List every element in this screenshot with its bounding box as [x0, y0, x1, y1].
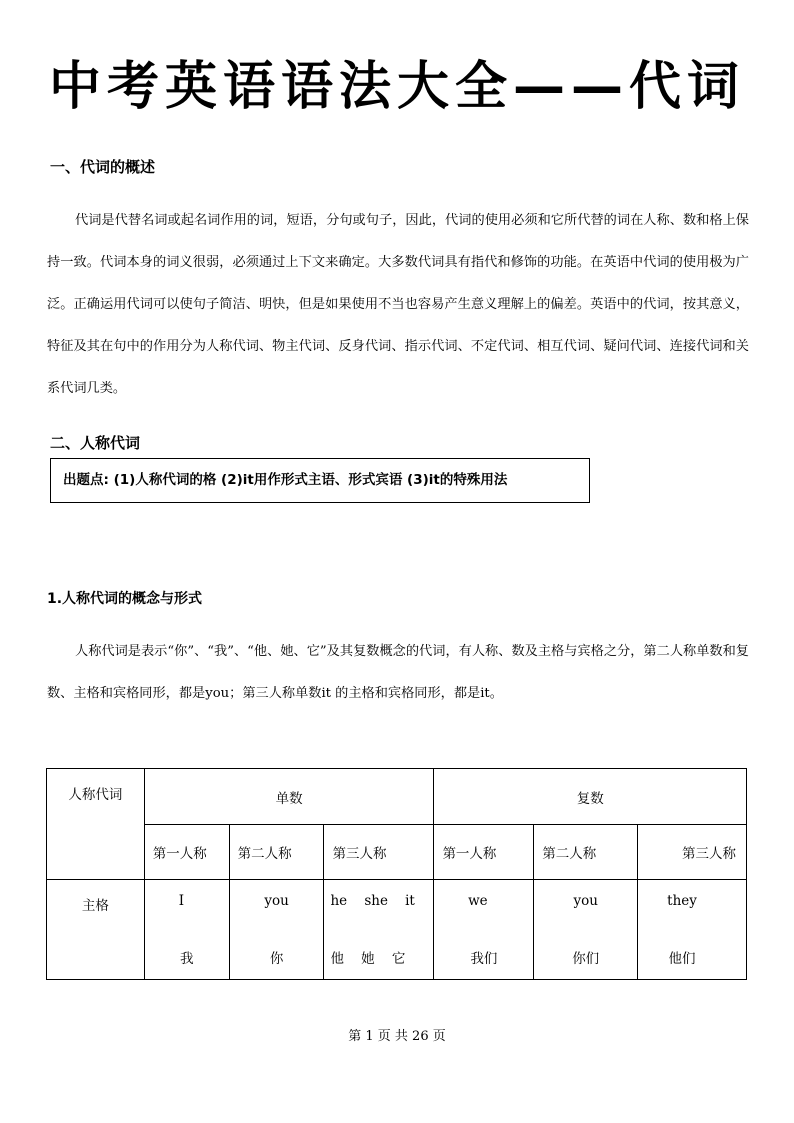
subsection-paragraph: 人称代词是表示“你”、“我”、“他、她、它”及其复数概念的代词，有人称、数及主格与宾格之分，第二人称单数和复数、主格和宾格同形，都是you；第三人称单数it 的主格和宾格同形，都是it。: [47, 644, 749, 701]
page-footer: 第 1 页 共 26 页: [348, 1029, 446, 1044]
table-person-header: 第二人称: [534, 825, 638, 880]
overview-paragraph: 代词是代替名词或起名词作用的词，短语，分句或句子，因此，代词的使用必须和它所代替的词在人称、数和格上保持一致。代词本身的词义很弱，必须通过上下文来确定。大多数代词具有指代和修饰的功能。在英语中代词的使用极为广泛。正确运用代词可以使句子简洁、明快，但是如果使用不当也容易产生意义理解上的偏差。英语中的代词，按其意义，特征及其在句中的作用分为人称代词、物主代词、反身代词、指示代词、不定代词、相互代词、疑问代词、连接代词和关系代词几类。: [47, 213, 749, 396]
cell-english: you: [573, 892, 598, 909]
cell-chinese: 我们: [470, 950, 498, 967]
cell-english: you: [264, 892, 289, 909]
table-cell: [638, 880, 747, 980]
cell-chinese: 他们: [668, 950, 696, 967]
exam-points-box: 出题点: (1)人称代词的格 (2)it用作形式主语、形式宾语 (3)it的特殊用法: [50, 458, 590, 503]
table-row-label: 主格: [47, 880, 145, 980]
cell-english: we: [468, 892, 488, 909]
table-corner-cell: 人称代词: [47, 769, 145, 880]
pronoun-table: [46, 768, 747, 980]
cell-english: he she it: [330, 892, 415, 909]
table-cell: [324, 880, 434, 980]
table-header-singular: 单数: [144, 769, 434, 825]
table-cell: [144, 880, 229, 980]
cell-english: I: [178, 892, 185, 909]
table-cell: [229, 880, 324, 980]
cell-chinese: 我: [179, 950, 194, 967]
subsection-heading: 1.人称代词的概念与形式: [47, 591, 203, 607]
table-person-header: 第二人称: [229, 825, 324, 880]
cell-chinese: 你: [269, 950, 284, 967]
cell-chinese: 你们: [572, 950, 600, 967]
table-cell: [434, 880, 534, 980]
section-heading-personal-pronouns: 二、人称代词: [50, 434, 141, 452]
cell-english: they: [667, 892, 697, 909]
section-heading-overview: 一、代词的概述: [50, 158, 156, 176]
table-header-plural: 复数: [434, 769, 747, 825]
table-person-header: 第三人称: [638, 825, 747, 880]
table-person-header: 第一人称: [144, 825, 229, 880]
page-title: 中考英语语法大全——代词: [48, 57, 745, 117]
table-person-header: 第一人称: [434, 825, 534, 880]
table-cell: [534, 880, 638, 980]
cell-chinese: 他 她 它: [330, 950, 406, 967]
table-person-header: 第三人称: [324, 825, 434, 880]
